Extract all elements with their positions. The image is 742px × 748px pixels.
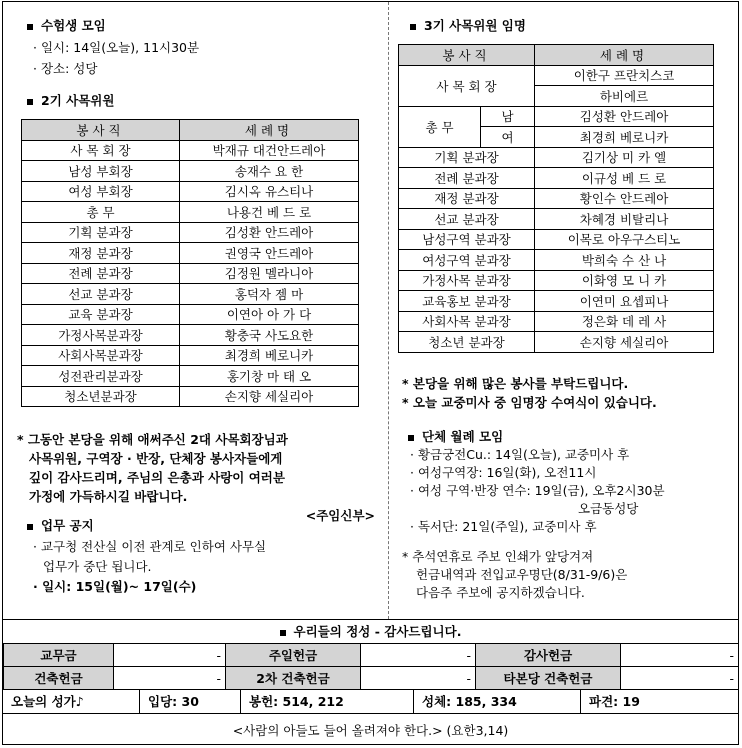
role-cell: 사회사목분과장 — [22, 345, 180, 366]
name-cell: 홍기창 마 태 오 — [180, 366, 359, 387]
thanks-line: 깊이 감사드리며, 주님의 은총과 사랑이 여러분 — [29, 470, 285, 485]
table-row — [22, 366, 359, 387]
hymn-offertory: 봉헌: 514, 212 — [241, 690, 414, 714]
table-row — [22, 243, 359, 264]
role-cell: 사회사목 분과장 — [399, 311, 535, 332]
group-line: · 여성구역장: 16일(화), 오전11시 — [410, 465, 597, 480]
name-header: 세례명 — [180, 120, 359, 141]
table-row — [399, 311, 714, 332]
column-divider — [388, 2, 389, 619]
offering-value: - — [361, 667, 476, 690]
holiday-line: 헌금내역과 전입교우명단(8/31-9/6)은 — [416, 567, 628, 582]
table-row — [22, 181, 359, 202]
note-line: * 오늘 교중미사 중 임명장 수여식이 있습니다. — [402, 395, 657, 410]
role-cell: 선교 분과장 — [399, 209, 535, 230]
name-cell: 황인수 안드레아 — [535, 188, 714, 209]
group-line: · 여성 구역·반장 연수: 19일(금), 오후2시30분 — [410, 483, 665, 498]
name-cell: 이규성 베 드 로 — [535, 168, 714, 189]
role-cell: 사 목 회 장 — [22, 140, 180, 161]
scripture-verse: <사람의 아들도 들어 올려져야 한다.> (요한3,14) — [3, 713, 738, 747]
table-row — [22, 222, 359, 243]
role-cell: 가정사목 분과장 — [399, 270, 535, 291]
role-cell: 여성 부회장 — [22, 181, 180, 202]
offering-value: - — [114, 644, 226, 667]
name-cell: 최경희 베로니카 — [535, 127, 714, 148]
holiday-line: * 추석연휴로 주보 인쇄가 앞당겨져 — [402, 549, 594, 564]
table-row — [22, 140, 359, 161]
group-line: · 독서단: 21일(주일), 교중미사 후 — [410, 519, 597, 534]
left-column — [17, 16, 376, 594]
notice-date: · 일시: 15일(월)~ 17일(수) — [33, 579, 197, 594]
name-cell: 차혜경 비탈리나 — [535, 209, 714, 230]
name-cell: 손지향 세실리아 — [180, 386, 359, 407]
table-row — [399, 270, 714, 291]
group-line: · 황금궁전Cu.: 14일(오늘), 교중미사 후 — [410, 447, 630, 462]
hymn-recessional: 파견: 19 — [589, 694, 640, 709]
name-cell: 김기상 미 카 엘 — [535, 147, 714, 168]
thanks-line: * 그동안 본당을 위해 애써주신 2대 사목회장님과 — [17, 432, 288, 447]
role-cell: 선교 분과장 — [22, 284, 180, 305]
thanks-line: 사목위원, 구역장 · 반장, 단체장 봉사자들에게 — [29, 451, 283, 466]
council3-heading: 3기 사목위원 임명 — [410, 16, 733, 34]
name-cell: 박희숙 수 산 나 — [535, 250, 714, 271]
hymn-communion: 성체: 185, 334 — [414, 690, 581, 714]
table-row — [399, 229, 714, 250]
role-cell: 가정사목분과장 — [22, 325, 180, 346]
hymn-row — [3, 689, 738, 714]
name-cell: 이연미 요셉피나 — [535, 291, 714, 312]
offering-label: 타본당 건축헌금 — [476, 667, 621, 690]
name-cell: 이연아 아 가 다 — [180, 304, 359, 325]
gathering-place: · 장소: 성당 — [33, 61, 98, 76]
president-name: 이한구 프란치스코 — [535, 65, 714, 86]
table-row — [22, 325, 359, 346]
notice-line: · 교구청 전산실 이전 관계로 인하여 사무실 — [33, 539, 267, 554]
thanks-line: 가정에 가득하시길 바랍니다. — [29, 489, 188, 504]
role-cell: 성전관리분과장 — [22, 366, 180, 387]
notice-line: 업무가 중단 됩니다. — [43, 559, 152, 574]
offering-value: - — [114, 667, 226, 690]
offering-label: 감사헌금 — [476, 644, 621, 667]
right-notes — [402, 374, 657, 412]
role-header: 봉사직 — [22, 120, 180, 141]
name-cell: 최경희 베로니카 — [180, 345, 359, 366]
name-cell: 황충국 사도요한 — [180, 325, 359, 346]
gender-cell: 남 — [481, 106, 535, 127]
role-cell: 기획 분과장 — [399, 147, 535, 168]
role-cell: 여성구역 분과장 — [399, 250, 535, 271]
signature: <주임신부> — [305, 508, 375, 523]
name-cell: 김시옥 유스티나 — [180, 181, 359, 202]
table-row — [399, 209, 714, 230]
offering-label: 2차 건축헌금 — [226, 667, 361, 690]
council2-table — [21, 119, 359, 407]
table-row — [22, 263, 359, 284]
name-cell: 손지향 세실리아 — [535, 332, 714, 353]
role-cell: 재정 분과장 — [22, 243, 180, 264]
council2-heading: 2기 사목위원 — [27, 91, 376, 109]
name-cell: 이화영 모 니 카 — [535, 270, 714, 291]
table-row — [22, 304, 359, 325]
hymn-entrance: 입당: 30 — [140, 690, 241, 714]
president-role: 사 목 회 장 — [399, 65, 535, 106]
table-row — [399, 291, 714, 312]
name-cell: 이목로 아우구스티노 — [535, 229, 714, 250]
table-row — [399, 147, 714, 168]
hymn-label: 오늘의 성가♪ — [3, 690, 140, 714]
gender-cell: 여 — [481, 127, 535, 148]
right-column — [398, 16, 733, 600]
role-cell: 총 무 — [22, 202, 180, 223]
name-cell: 나용건 베 드 로 — [180, 202, 359, 223]
name-cell: 김정원 멜라니아 — [180, 263, 359, 284]
name-cell: 송재수 요 한 — [180, 161, 359, 182]
secretary-role: 총 무 — [399, 106, 481, 147]
name-cell: 권영국 안드레아 — [180, 243, 359, 264]
group-meetings — [408, 428, 733, 536]
table-row — [22, 345, 359, 366]
role-cell: 기획 분과장 — [22, 222, 180, 243]
name-cell: 홍덕자 젬 마 — [180, 284, 359, 305]
offering-value: - — [621, 667, 739, 690]
role-cell: 남성 부회장 — [22, 161, 180, 182]
name-header: 세례명 — [535, 45, 714, 66]
groups-heading: 단체 월례 모임 — [408, 428, 733, 446]
table-row — [22, 161, 359, 182]
table-row — [22, 284, 359, 305]
president-name-2: 하비에르 — [535, 86, 714, 107]
name-cell: 박재규 대건안드레아 — [180, 140, 359, 161]
role-header: 봉사직 — [399, 45, 535, 66]
table-row — [22, 386, 359, 407]
role-cell: 교육 분과장 — [22, 304, 180, 325]
notice-heading: 업무 공지 — [27, 516, 377, 534]
role-cell: 전례 분과장 — [22, 263, 180, 284]
table-row — [399, 188, 714, 209]
council3-table — [398, 44, 714, 353]
table-row — [22, 202, 359, 223]
table-row — [399, 250, 714, 271]
offering-table — [3, 643, 739, 690]
offering-label: 건축헌금 — [4, 667, 114, 690]
offering-label: 교무금 — [4, 644, 114, 667]
name-cell: 김성환 안드레아 — [180, 222, 359, 243]
note-line: * 본당을 위해 많은 봉사를 부탁드립니다. — [402, 376, 629, 391]
role-cell: 남성구역 분과장 — [399, 229, 535, 250]
role-cell: 전례 분과장 — [399, 168, 535, 189]
role-cell: 교육홍보 분과장 — [399, 291, 535, 312]
offering-title: 우리들의 정성 - 감사드립니다. — [3, 619, 738, 644]
work-notice — [27, 516, 377, 595]
role-cell: 재정 분과장 — [399, 188, 535, 209]
table-row — [399, 168, 714, 189]
role-cell: 청소년 분과장 — [399, 332, 535, 353]
holiday-line: 다음주 주보에 공지하겠습니다. — [416, 585, 585, 600]
group-line: 오금동성당 — [578, 501, 639, 516]
thanks-message — [17, 430, 377, 525]
gathering-date: · 일시: 14일(오늘), 11시30분 — [33, 40, 200, 55]
offering-value: - — [361, 644, 476, 667]
offering-label: 주일헌금 — [226, 644, 361, 667]
table-row — [399, 332, 714, 353]
gathering-heading: 수험생 모임 — [27, 16, 376, 34]
role-cell: 청소년분과장 — [22, 386, 180, 407]
bulletin-page — [2, 1, 739, 745]
holiday-notice — [402, 548, 627, 602]
name-cell: 김성환 안드레아 — [535, 106, 714, 127]
offering-value: - — [621, 644, 739, 667]
name-cell: 정은화 데 레 사 — [535, 311, 714, 332]
